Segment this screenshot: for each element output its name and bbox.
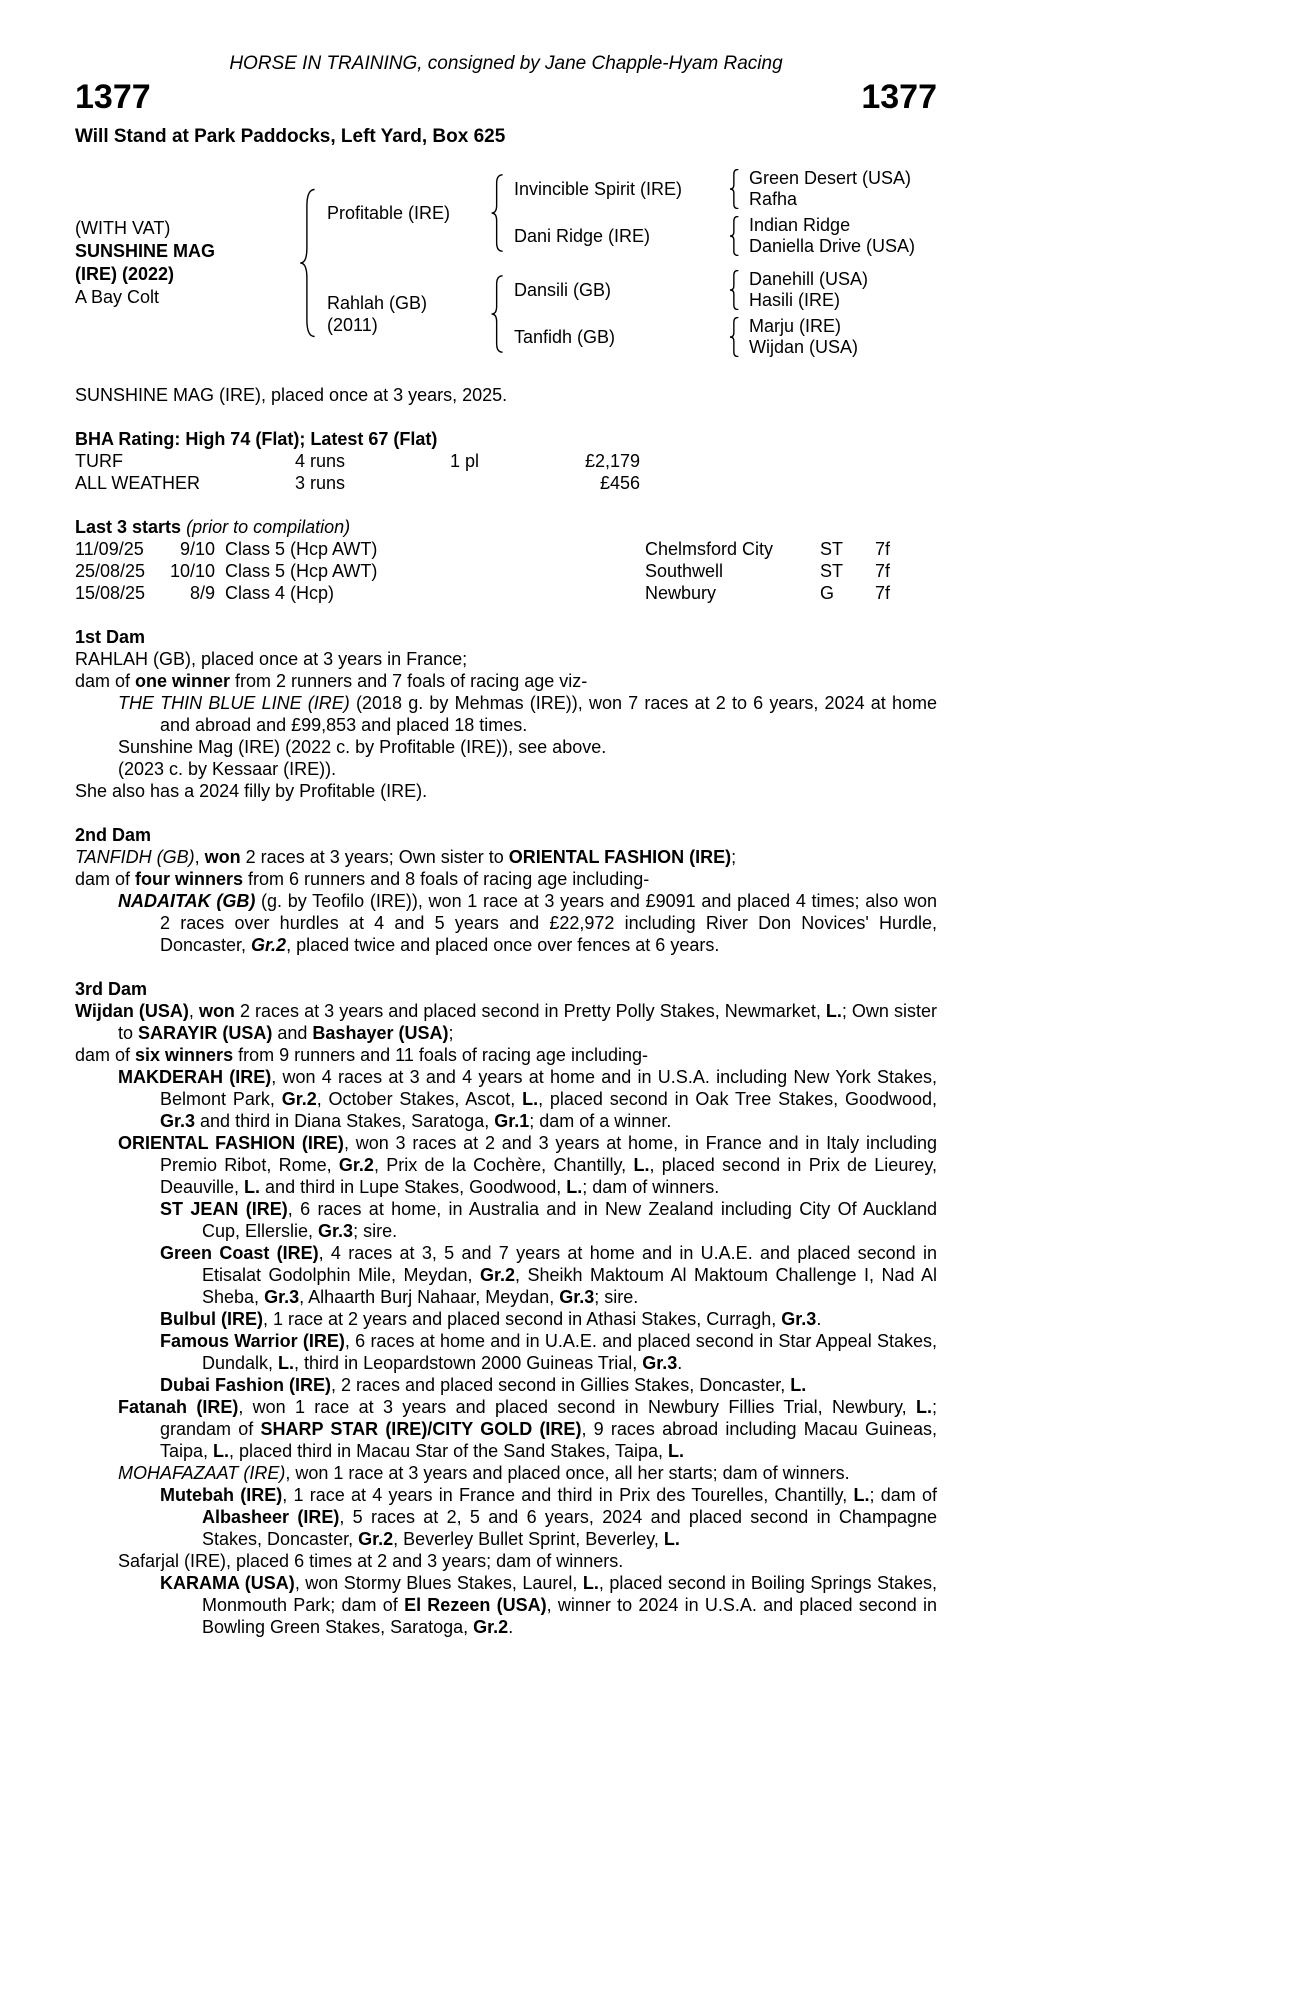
brace-icon <box>728 216 741 256</box>
paternal-granddam-branch <box>514 215 915 257</box>
pedigree-entry: KARAMA (USA), won Stormy Blues Stakes, Laurel, L., placed second in Boiling Springs Stakes, Monmouth Park; dam of El Rezeen (USA), winner to 2024 in U.S.A. and placed second in Bowling Green Stakes, Saratoga, Gr.2. <box>160 1573 937 1637</box>
pedigree-entry: ORIENTAL FASHION (IRE), won 3 races at 2 and 3 years at home, in France and in Italy including Premio Ribot, Rome, Gr.2, Prix de la Cochère, Chantilly, L., placed second in Prix de Lieurey, Deauville, L. and third in Lupe Stakes, Goodwood, L.; dam of winners. <box>118 1133 937 1197</box>
great-grandparent: Green Desert (USA) <box>749 168 912 188</box>
stand-location: Will Stand at Park Paddocks, Left Yard, Box 625 <box>75 126 506 147</box>
finish-position: 9/10 <box>179 539 215 559</box>
sire-name: Profitable (IRE) <box>327 202 451 223</box>
paternal-grandsire-branch <box>514 168 915 210</box>
going: G <box>820 583 835 603</box>
pedigree-entry: Safarjal (IRE), placed 6 times at 2 and 3 years; dam of winners. <box>118 1551 624 1571</box>
great-grandparent: Daniella Drive (USA) <box>749 236 916 256</box>
brace-icon <box>728 317 741 357</box>
race-date: 11/09/25 <box>75 539 144 559</box>
pedigree-entry: THE THIN BLUE LINE (IRE) (2018 g. by Mehmas (IRE)), won 7 races at 2 to 6 years, 2024 at home and abroad and £99,853 and placed 18 times. <box>118 693 938 735</box>
consignment-header: HORSE IN TRAINING, consigned by Jane Chapple-Hyam Racing <box>229 53 783 74</box>
paternal-grandsire: Invincible Spirit (IRE) <box>514 179 683 199</box>
vat-note: (WITH VAT) <box>75 218 171 238</box>
race-date: 15/08/25 <box>75 583 146 603</box>
pedigree-entry: dam of four winners from 6 runners and 8 foals of racing age including- <box>75 869 650 889</box>
bha-rating-block <box>75 428 937 494</box>
table-row <box>75 560 937 582</box>
second-dam-section <box>75 824 937 956</box>
runs-value: 3 runs <box>295 473 346 493</box>
pedigree-entry: MAKDERAH (IRE), won 4 races at 3 and 4 years at home and in U.S.A. including New York Stakes, Belmont Park, Gr.2, October Stakes, Ascot, L., placed second in Oak Tree Stakes, Goodwood, Gr.3 and third in Diana Stakes, Saratoga, Gr.1; dam of a winner. <box>118 1067 938 1131</box>
dam-name: Rahlah (GB) (2011) <box>327 292 428 335</box>
section-heading: 1st Dam <box>75 627 146 647</box>
race-record-summary: SUNSHINE MAG (IRE), placed once at 3 years, 2025. <box>75 385 508 405</box>
lot-number-left: 1377 <box>75 78 151 116</box>
racecourse: Chelmsford City <box>645 539 774 559</box>
racecourse: Southwell <box>645 561 724 581</box>
pedigree-entry: NADAITAK (GB) (g. by Teofilo (IRE)), won 1 race at 3 years and £9091 and placed 4 times; also won 2 races over hurdles at 4 and 5 years and £22,972 including River Don Novices' Hurdle, Doncaster, Gr.2, placed twice and placed once over fences at 6 years. <box>118 891 937 955</box>
pedigree-entry: dam of six winners from 9 runners and 11 foals of racing age including- <box>75 1045 648 1065</box>
brace-icon <box>489 174 506 252</box>
great-grandparent: Danehill (USA) <box>749 269 869 289</box>
race-date: 25/08/25 <box>75 561 146 581</box>
pedigree-entry: Wijdan (USA), won 2 races at 3 years and placed second in Pretty Polly Stakes, Newmarket, L.; Own sister to SARAYIR (USA) and Bashayer (USA); <box>75 1001 937 1043</box>
pedigree-entry: Sunshine Mag (IRE) (2022 c. by Profitable (IRE)), see above. <box>118 737 607 757</box>
bha-heading: BHA Rating: High 74 (Flat); Latest 67 (Flat) <box>75 429 438 449</box>
last-starts-block <box>75 516 937 604</box>
race-class: Class 5 (Hcp AWT) <box>225 561 378 581</box>
distance: 7f <box>875 539 891 559</box>
pedigree-entry: ST JEAN (IRE), 6 races at home, in Australia and in New Zealand including City Of Auckland Cup, Ellerslie, Gr.3; sire. <box>160 1199 937 1241</box>
race-class: Class 5 (Hcp AWT) <box>225 539 378 559</box>
race-class: Class 4 (Hcp) <box>225 583 335 603</box>
placings-value <box>450 472 550 494</box>
racecourse: Newbury <box>645 583 717 603</box>
great-grandparent: Wijdan (USA) <box>749 337 859 357</box>
table-row <box>75 538 937 560</box>
sire-branch <box>327 168 915 257</box>
pedigree-entry: Mutebah (IRE), 1 race at 4 years in France and third in Prix des Tourelles, Chantilly, L.; dam of Albasheer (IRE), 5 races at 2, 5 and 6 years, 2024 and placed second in Champagne Stakes, Doncaster, Gr.2, Beverley Bullet Sprint, Beverley, L. <box>160 1485 937 1549</box>
great-grandparent: Rafha <box>749 189 798 209</box>
table-row <box>75 450 937 472</box>
section-heading: 3rd Dam <box>75 979 148 999</box>
great-grandparent: Indian Ridge <box>749 215 851 235</box>
pedigree-entry: Dubai Fashion (IRE), 2 races and placed second in Gillies Stakes, Doncaster, L. <box>160 1375 807 1395</box>
distance: 7f <box>875 583 891 603</box>
brace-icon <box>297 188 319 338</box>
runs-value: 4 runs <box>295 451 346 471</box>
table-row <box>75 582 937 604</box>
surface-label: ALL WEATHER <box>75 473 201 493</box>
surface-label: TURF <box>75 451 123 471</box>
pedigree-entry: Bulbul (IRE), 1 race at 2 years and placed second in Athasi Stakes, Curragh, Gr.3. <box>160 1309 822 1329</box>
pedigree-entry: She also has a 2024 filly by Profitable (IRE). <box>75 781 428 801</box>
earnings-value: £456 <box>599 473 640 493</box>
going: ST <box>820 539 844 559</box>
lot-number-right: 1377 <box>861 78 937 116</box>
earnings-value: £2,179 <box>584 451 640 471</box>
maternal-granddam: Tanfidh (GB) <box>514 327 616 347</box>
third-dam-section <box>75 978 937 1638</box>
brace-icon <box>489 275 506 353</box>
last-starts-heading: Last 3 starts (prior to compilation) <box>75 517 351 537</box>
finish-position: 8/9 <box>189 583 215 603</box>
table-row <box>75 472 937 494</box>
distance: 7f <box>875 561 891 581</box>
pedigree-entry: (2023 c. by Kessaar (IRE)). <box>118 759 337 779</box>
brace-icon <box>728 169 741 209</box>
horse-name-line1: SUNSHINE MAG <box>75 241 216 261</box>
great-grandparent: Hasili (IRE) <box>749 290 841 310</box>
horse-description: A Bay Colt <box>75 287 160 307</box>
pedigree-entry: RAHLAH (GB), placed once at 3 years in France; <box>75 649 468 669</box>
lot-number-row <box>75 78 937 116</box>
horse-identity <box>75 217 293 309</box>
brace-icon <box>728 270 741 310</box>
horse-name-line2: (IRE) (2022) <box>75 264 175 284</box>
dam-branch <box>327 269 915 358</box>
pedigree-entry: TANFIDH (GB), won 2 races at 3 years; Own sister to ORIENTAL FASHION (IRE); <box>75 847 737 867</box>
maternal-grandsire: Dansili (GB) <box>514 280 612 300</box>
placings-value: 1 pl <box>450 451 480 471</box>
great-grandparent: Marju (IRE) <box>749 316 842 336</box>
pedigree-entry: Fatanah (IRE), won 1 race at 3 years and placed second in Newbury Fillies Trial, Newbury, L.; grandam of SHARP STAR (IRE)/CITY GOLD (IRE), 9 races abroad including Macau Guineas, Taipa, L., placed third in Macau Star of the Sand Stakes, Taipa, L. <box>118 1397 937 1461</box>
paternal-granddam: Dani Ridge (IRE) <box>514 226 651 246</box>
pedigree-tree <box>75 168 937 358</box>
maternal-grandsire-branch <box>514 269 868 311</box>
pedigree-entry: Green Coast (IRE), 4 races at 3, 5 and 7 years at home and in U.A.E. and placed second in Etisalat Godolphin Mile, Meydan, Gr.2, Sheikh Maktoum Al Maktoum Challenge I, Nad Al Sheba, Gr.3, Alhaarth Burj Nahaar, Meydan, Gr.3; sire. <box>160 1243 938 1307</box>
pedigree-entry: MOHAFAZAAT (IRE), won 1 race at 3 years and placed once, all her starts; dam of winners. <box>118 1463 850 1483</box>
first-dam-section <box>75 626 937 802</box>
going: ST <box>820 561 844 581</box>
section-heading: 2nd Dam <box>75 825 152 845</box>
pedigree-entry: Famous Warrior (IRE), 6 races at home and in U.A.E. and placed second in Star Appeal Stakes, Dundalk, L., third in Leopardstown 2000 Guineas Trial, Gr.3. <box>160 1331 937 1373</box>
maternal-granddam-branch <box>514 316 868 358</box>
pedigree-entry: dam of one winner from 2 runners and 7 foals of racing age viz- <box>75 671 588 691</box>
finish-position: 10/10 <box>170 561 216 581</box>
